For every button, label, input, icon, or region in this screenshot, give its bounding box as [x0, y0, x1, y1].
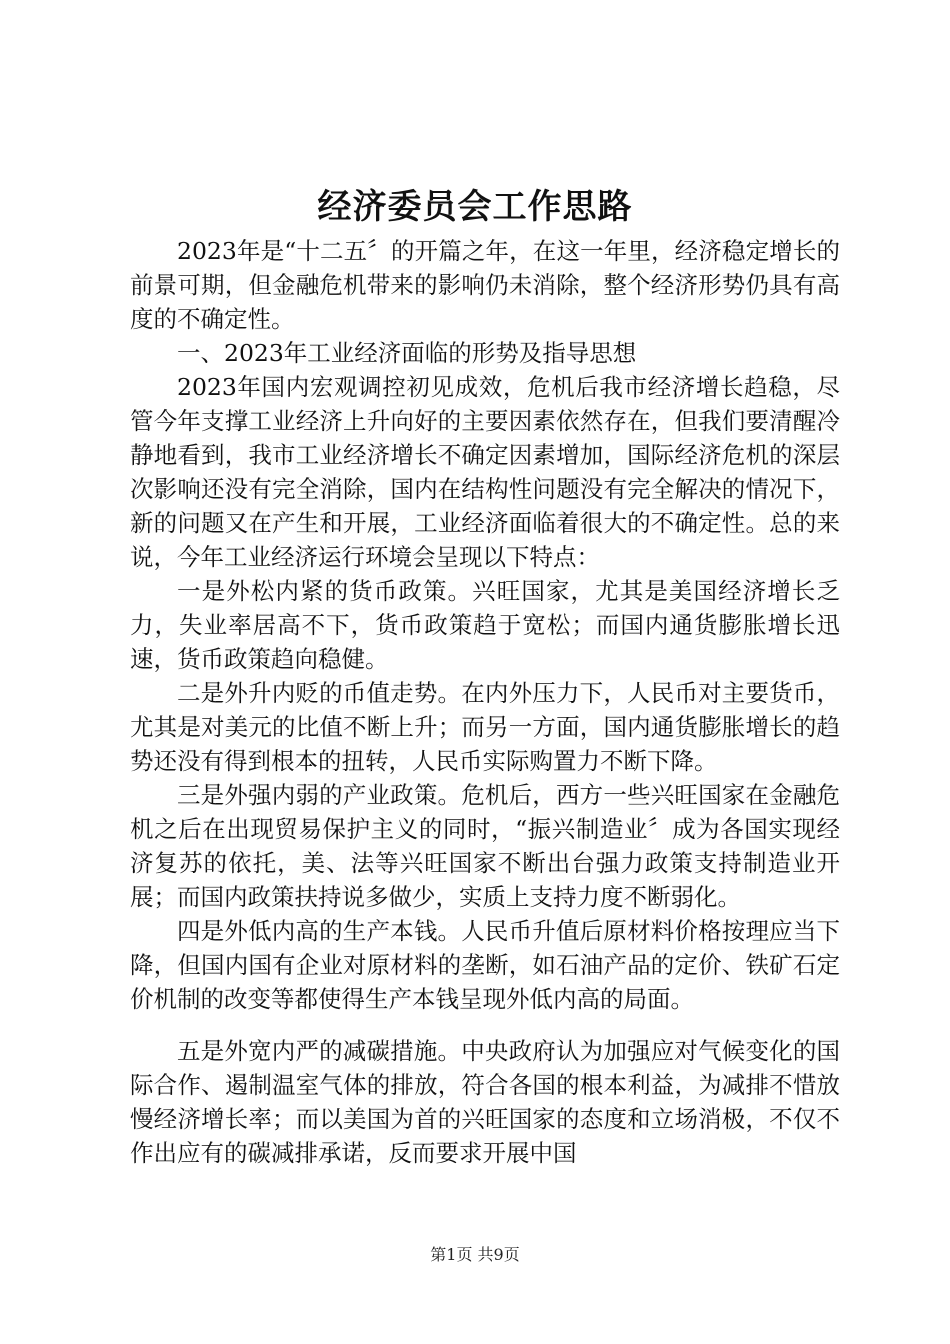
paragraph-point-1: 一是外松内紧的货币政策。兴旺国家，尤其是美国经济增长乏力，失业率居高不下，货币政策趋于宽松；而国内通货膨胀增长迅速，货币政策趋向稳健。 — [130, 577, 840, 673]
section-heading: 一、2023年工业经济面临的形势及指导思想 — [177, 339, 637, 367]
paragraph-point-2: 二是外升内贬的币值走势。在内外压力下，人民币对主要货币，尤其是对美元的比值不断上升；而另一方面，国内通货膨胀增长的趋势还没有得到根本的扭转，人民币实际购置力不断下降。 — [130, 679, 840, 775]
paragraph-intro: 2023年是“十二五〞的开篇之年，在这一年里，经济稳定增长的前景可期，但金融危机带来的影响仍未消除，整个经济形势仍具有高度的不确定性。 — [130, 237, 840, 333]
paragraph-point-4: 四是外低内高的生产本钱。人民币升值后原材料价格按理应当下降，但国内国有企业对原材料的垄断，如石油产品的定价、铁矿石定价机制的改变等都使得生产本钱呈现外低内高的局面。 — [130, 917, 840, 1013]
paragraph-point-3: 三是外强内弱的产业政策。危机后，西方一些兴旺国家在金融危机之后在出现贸易保护主义的同时，“振兴制造业〞成为各国实现经济复苏的依托，美、法等兴旺国家不断出台强力政策支持制造业开展；而国内政策扶持说多做少，实质上支持力度不断弱化。 — [130, 781, 840, 911]
page-title: 经济委员会工作思路 — [317, 187, 633, 227]
paragraph-overview: 2023年国内宏观调控初见成效，危机后我市经济增长趋稳，尽管今年支撑工业经济上升向好的主要因素依然存在，但我们要清醒冷静地看到，我市工业经济增长不确定因素增加，国际经济危机的深层次影响还没有完全消除，国内在结构性问题没有完全解决的情况下，新的问题又在产生和开展，工业经济面临着很大的不确定性。总的来说，今年工业经济运行环境会呈现以下特点： — [130, 373, 840, 571]
document-body — [130, 234, 840, 1170]
paragraph-point-5: 五是外宽内严的减碳措施。中央政府认为加强应对气候变化的国际合作、遏制温室气体的排放，符合各国的根本利益，为减排不惜放慢经济增长率；而以美国为首的兴旺国家的态度和立场消极，不仅不作出应有的碳减排承诺，反而要求开展中国 — [130, 1037, 840, 1167]
page-footer: 第1页 共9页 — [430, 1245, 520, 1264]
